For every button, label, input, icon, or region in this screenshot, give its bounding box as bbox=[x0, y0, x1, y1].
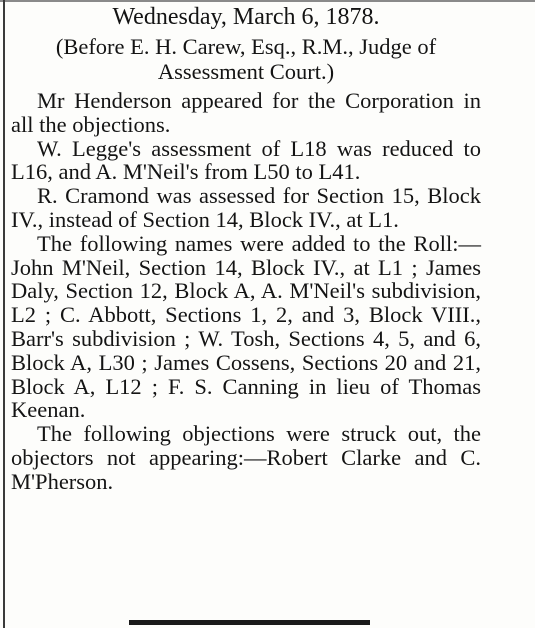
column-border-rule bbox=[3, 0, 5, 628]
paragraph-appearance: Mr Henderson appeared for the Corporation in all the objections. bbox=[11, 88, 481, 137]
paragraph-cramond: R. Cramond was assessed for Section 15, Block IV., instead of Section 14, Block IV., at L1. bbox=[11, 183, 481, 232]
paragraph-added-names: The following names were added to the Roll:—John M'Neil, Section 14, Block IV., at L1 ; James Daly, Section 12, Block A, A. M'Neil's subdivision, L2 ; C. Abbott, Sections 1, 2, and 3, Block VIII., Barr's subdivision ; W. Tosh, Sections 4, 5, and 6, Block A, L30 ; James Cossens, Sections 20 and 21, Block A, L12 ; F. S. Canning in lieu of Thomas Keenan. bbox=[11, 230, 481, 423]
top-border-rule bbox=[0, 0, 535, 2]
paragraph-reductions: W. Legge's assessment of L18 was reduced to L16, and A. M'Neil's from L50 to L41. bbox=[11, 135, 481, 185]
court-heading: (Before E. H. Carew, Esq., R.M., Judge of Assessment Court.) bbox=[55, 34, 437, 84]
end-rule bbox=[129, 620, 370, 625]
dateline: Wednesday, March 6, 1878. bbox=[112, 4, 380, 30]
article-body bbox=[11, 89, 481, 494]
paragraph-struck-out: The following objections were struck out, the objectors not appearing:—Robert Clarke and C. M'Pherson. bbox=[11, 421, 481, 494]
